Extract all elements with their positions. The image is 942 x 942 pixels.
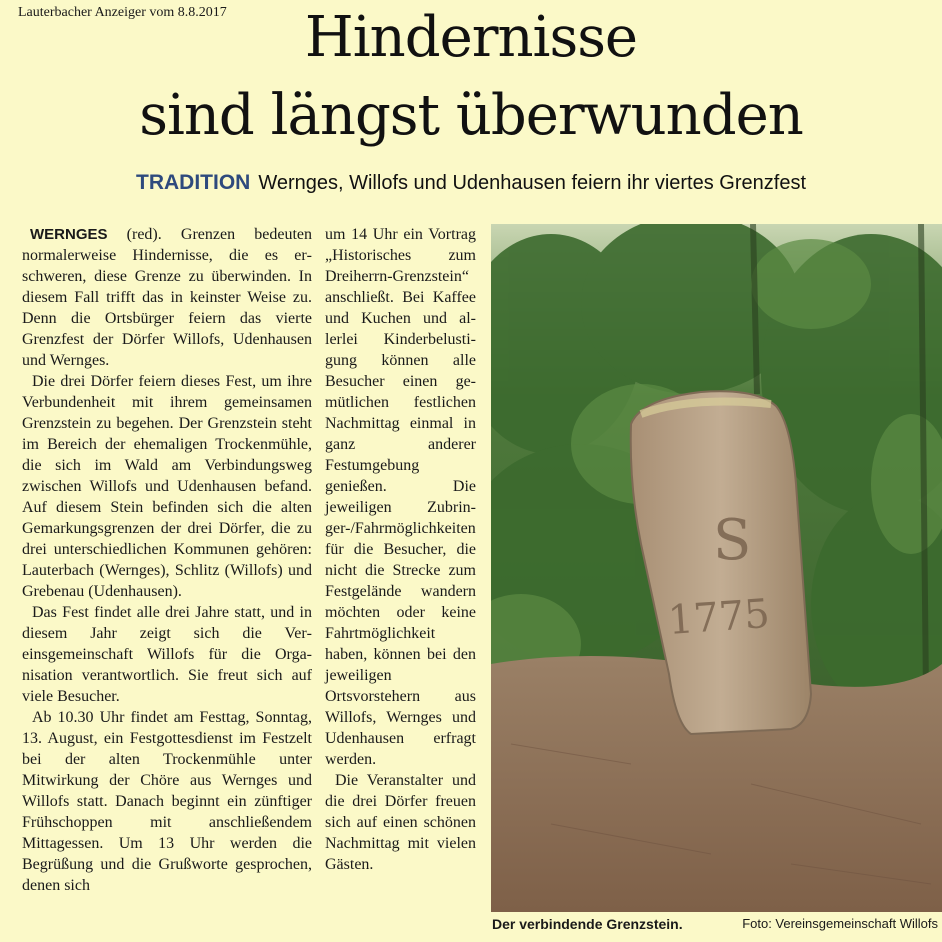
dateline: WERNGES bbox=[30, 226, 108, 243]
article-paragraph-1 bbox=[22, 224, 312, 371]
headline-line-2: sind längst überwunden bbox=[139, 83, 803, 148]
stone-inscription-letter: S bbox=[713, 508, 752, 573]
deck: Wernges, Willofs und Udenhausen feiern ihr viertes Grenzfest bbox=[258, 172, 806, 194]
article-paragraph-2: Die drei Dörfer feiern dieses Fest, um ihre Verbundenheit mit ihrem gemeinsamen Grenzstein zu begehen. Der Grenzstein steht im Bereich der ehemaligen Trockenmühle, die sich im Wald am Verbindungsweg zwischen Willofs und Udenhausen befand. Auf diesem Stein befinden sich die alten Gemarkungsgrenzen der drei Dörfer, die zu drei unterschiedlichen Kommunen gehören: Lauterbach (Wernges), Schlitz (Willofs) und Grebenau (Udenhausen). bbox=[22, 373, 312, 600]
article-paragraph-5: um 14 Uhr ein Vortrag „Historisches zum Dreiherrn-Grenzstein“ anschließt. Bei Kaffee und Kuchen und allerlei Kinderbelustigung können alle Besucher einen gemütlichen festlichen Nachmittag einmal in ganz anderer Festumgebung genießen. Die jeweiligen Zubringer-/Fahrmöglichkeiten für die Besucher, die nicht die Strecke zum Festgelände wandern möchten oder keine Fahrtmöglichkeit haben, können bei den jeweiligen Ortsvorstehern aus Willofs, Wernges und Udenhausen erfragt werden. bbox=[325, 226, 476, 768]
photo-illustration bbox=[491, 224, 942, 912]
kicker: TRADITION bbox=[136, 171, 251, 194]
article-paragraph-6: Die Veranstalter und die drei Dörfer freuen sich auf einen schönen Nachmittag mit vielen Gästen. bbox=[325, 772, 476, 873]
article-column-1 bbox=[22, 224, 312, 896]
article-paragraph-4: Ab 10.30 Uhr findet am Festtag, Sonntag, 13. August, ein Festgottesdienst im Festzelt bei der alten Trockenmühle unter Mitwirkung der Chöre aus Wernges und Willofs statt. Danach beginnt ein zünftiger Frühschoppen mit anschließendem Mittagessen. Um 13 Uhr werden die Begrüßung und die Grußworte gesprochen, denen sich bbox=[22, 709, 312, 894]
article-column-2 bbox=[325, 224, 476, 875]
article-paragraph-3: Das Fest findet alle drei Jahre statt, und in diesem Jahr zeigt sich die Vereinsgemeinschaft Willofs für die Organisation verantwortlich. Sie freut sich auf viele Besucher. bbox=[22, 604, 312, 705]
source-line: Lauterbacher Anzeiger vom 8.8.2017 bbox=[18, 5, 227, 20]
article-paragraph-1-text: (red). Grenzen bedeuten normalerweise Hindernisse, die es erschweren, diese Grenze zu überwinden. In diesem Fall trifft das in keinster Weise zu. Denn die Ortsbürger feiern das vierte Grenzfest der Dörfer Willofs, Udenhausen und Wernges. bbox=[22, 226, 312, 369]
photo-caption-bar bbox=[492, 914, 938, 934]
photo-credit: Foto: Vereinsgemeinschaft Willofs bbox=[742, 916, 938, 931]
photo-caption: Der verbindende Grenzstein. bbox=[492, 916, 683, 932]
subheadline bbox=[0, 170, 942, 196]
boundary-stone-photo bbox=[491, 224, 942, 912]
stone-inscription-year: 1775 bbox=[666, 590, 772, 644]
headline-line-1: Hindernisse bbox=[304, 5, 638, 70]
